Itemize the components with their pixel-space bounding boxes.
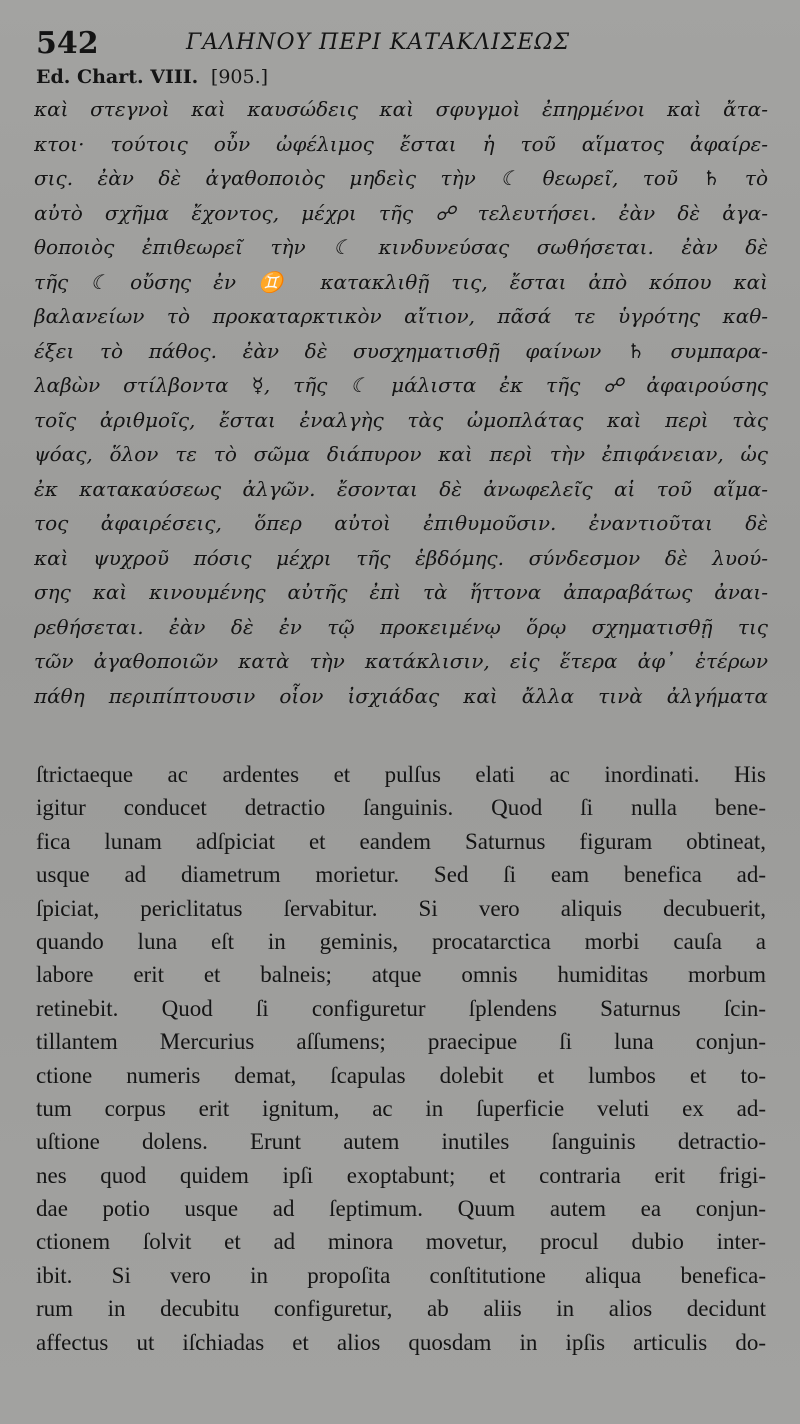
page-header	[36, 26, 776, 66]
greek-text-line: λαβὼν στίλβοντα ☿, τῆς ☾ μάλιστα ἐκ τῆς ☍ ἀφαιρούσης	[34, 373, 768, 397]
greek-text-line: έξει τὸ πάθος. ἐὰν δὲ συσχηματισθῇ φαίνων ♄ συμπαρα-	[34, 338, 768, 363]
latin-text-line: tum corpus erit ignitum, ac in ſuperficie veluti ex ad-	[36, 1095, 766, 1121]
latin-text-line: usque ad diametrum morietur. Sed ſi eam benefica ad-	[36, 862, 766, 888]
greek-text-line: τοῖς ἀριθμοῖς, ἔσται ἐναλγὴς τὰς ὠμοπλάτας καὶ περὶ τὰς	[34, 407, 768, 432]
latin-text-line: dae potio usque ad ſeptimum. Quum autem ea conjun-	[36, 1196, 766, 1222]
latin-text-line: retinebit. Quod ſi configuretur ſplendens Saturnus ſcin-	[36, 995, 766, 1021]
latin-text-line: nes quod quidem ipſi exoptabunt; et contraria erit frigi-	[36, 1162, 766, 1188]
latin-text-line: tillantem Mercurius aſſumens; praecipue ſi luna conjun-	[36, 1029, 766, 1055]
latin-text-block	[36, 758, 766, 1359]
greek-text-line: καὶ ψυχροῦ πόσις μέχρι τῆς ἑβδόμης. σύνδεσμον δὲ λυού-	[34, 545, 768, 570]
latin-text-line: labore erit et balneis; atque omnis humiditas morbum	[36, 962, 766, 988]
latin-text-line: uſtione dolens. Erunt autem inutiles ſanguinis detractio-	[36, 1129, 766, 1155]
greek-text-line: τῶν ἀγαθοποιῶν κατὰ τὴν κατάκλισιν, εἰς ἕτερα ἀφ᾽ ἑτέρων	[34, 649, 768, 673]
greek-text-line: πάθη περιπίπτουσιν οἷον ἰσχιάδας καὶ ἄλλα τινὰ ἀλγήματα	[34, 683, 768, 708]
latin-text-line: rum in decubitu configuretur, ab aliis in alios decidunt	[36, 1296, 766, 1322]
greek-text-line: καὶ στεγνοὶ καὶ καυσώδεις καὶ σφυγμοὶ ἐπηρμένοι καὶ ἄτα-	[34, 97, 768, 121]
page-number: 542	[36, 26, 99, 61]
greek-text-line: σης καὶ κινουμένης αὐτῆς ἐπὶ τὰ ἥττονα ἀπαραβάτως ἀναι-	[34, 580, 768, 604]
latin-text-line: igitur conducet detractio ſanguinis. Quod ſi nulla bene-	[36, 795, 766, 821]
latin-text-line: ſpiciat, periclitatus ſervabitur. Si vero aliquis decubuerit,	[36, 895, 766, 921]
latin-text-line: ſtrictaeque ac ardentes et pulſus elati ac inordinati. His	[36, 762, 766, 787]
edition-reference	[36, 66, 268, 88]
edition-label: Ed. Chart. VIII.	[36, 66, 199, 88]
greek-text-line: θοποιὸς ἐπιθεωρεῖ τὴν ☾ κινδυνεύσας σωθήσεται. ἐὰν δὲ	[34, 235, 768, 259]
latin-text-line: quando luna eſt in geminis, procatarctica morbi cauſa a	[36, 928, 766, 954]
greek-text-block	[34, 92, 768, 713]
greek-text-line: τῆς ☾ οὔσης ἐν ♊ κατακλιθῇ τις, ἔσται ἀπὸ κόπου καὶ	[34, 269, 768, 294]
page-reference: [905.]	[210, 66, 269, 88]
latin-text-line: ctione numeris demat, ſcapulas dolebit et lumbos et to-	[36, 1062, 766, 1088]
greek-text-line: ρεθήσεται. ἐὰν δὲ ἐν τῷ προκειμένῳ ὅρῳ σχηματισθῇ τις	[34, 614, 768, 639]
greek-text-line: βαλανείων τὸ προκαταρκτικὸν αἴτιον, πᾶσά τε ὑγρότης καθ-	[34, 304, 768, 328]
latin-text-line: fica lunam adſpiciat et eandem Saturnus figuram obtineat,	[36, 828, 766, 854]
greek-text-line: ἐκ κατακαύσεως ἀλγῶν. ἔσονται δὲ ἀνωφελεῖς αἱ τοῦ αἵμα-	[34, 476, 768, 501]
latin-text-line: ctionem ſolvit et ad minora movetur, procul dubio inter-	[36, 1229, 766, 1255]
latin-text-line: affectus ut iſchiadas et alios quosdam in ipſis articulis do-	[36, 1329, 766, 1355]
greek-text-line: ψόας, ὅλον τε τὸ σῶμα διάπυρον καὶ περὶ τὴν ἐπιφάνειαν, ὡς	[34, 442, 768, 466]
greek-text-line: αὐτὸ σχῆμα ἔχοντος, μέχρι τῆς ☍ τελευτήσει. ἐὰν δὲ ἀγα-	[34, 200, 768, 225]
greek-text-line: κτοι· τούτοις οὖν ὠφέλιμος ἔσται ἡ τοῦ αἵματος ἀφαίρε-	[34, 131, 768, 156]
latin-text-line: ibit. Si vero in propoſita conſtitutione aliqua benefica-	[36, 1262, 766, 1288]
greek-text-line: τος ἀφαιρέσεις, ὅπερ αὐτοὶ ἐπιθυμοῦσιν. ἐναντιοῦται δὲ	[34, 511, 768, 535]
running-title: ΓΑΛΗΝΟΥ ΠΕΡΙ ΚΑΤΑΚΛΙΣΕΩΣ	[186, 30, 571, 55]
greek-text-line: σις. ἐὰν δὲ ἀγαθοποιὸς μηδεὶς τὴν ☾ θεωρεῖ, τοῦ ♄ τὸ	[34, 166, 768, 190]
